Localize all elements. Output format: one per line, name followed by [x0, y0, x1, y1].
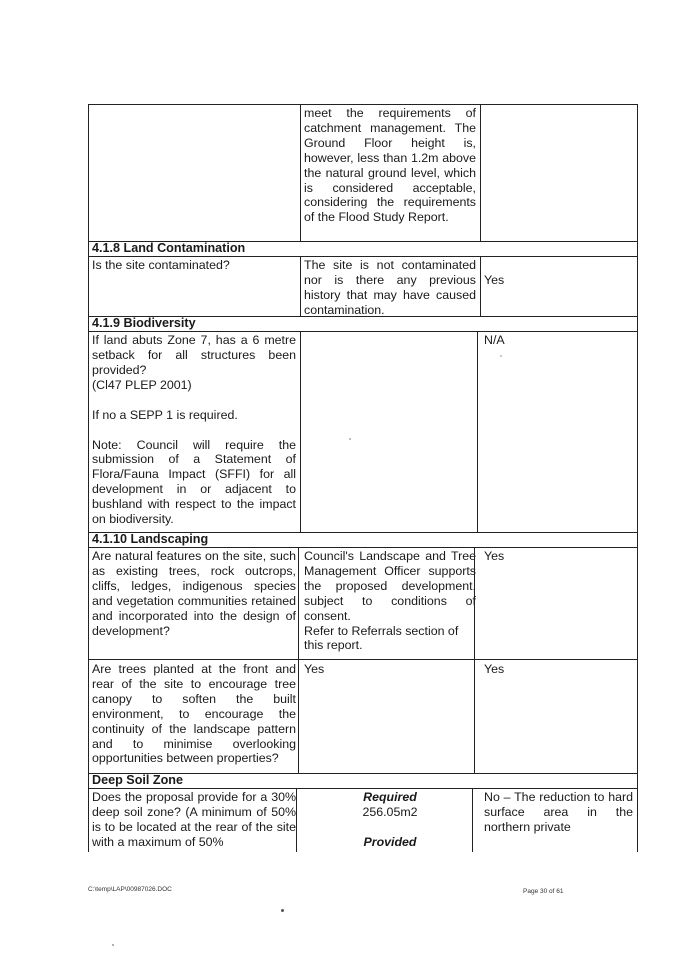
required-value: 256.05m2	[362, 804, 418, 819]
table-row-contamination	[88, 256, 637, 316]
biodiversity-sepp-note: If no a SEPP 1 is required.	[92, 407, 238, 422]
table-row-deep-soil	[88, 788, 637, 852]
rule-before-biodiversity	[88, 316, 637, 317]
required-label: Required	[363, 790, 417, 804]
section-heading-biodiversity: 4.1.9 Biodiversity	[92, 316, 196, 330]
cell-tree-planting-compliance: Yes	[484, 662, 505, 676]
footer-file-path: C:\temp\LAP\00987026.DOC	[88, 886, 172, 893]
col-divider-1-block1	[300, 104, 301, 241]
biodiversity-reference: (Cl47 PLEP 2001)	[92, 377, 192, 392]
table-left-border	[88, 104, 89, 852]
biodiversity-council-note: Note: Council will require the submission of a Statement of Flora/Fauna Impact (SFFI) for all development in or adjacent to bushland with respect to the impact on biodiversity.	[92, 437, 296, 527]
table-top-border	[88, 104, 637, 105]
rule-before-landscaping	[88, 532, 637, 533]
scan-speck	[112, 944, 114, 946]
rule-after-land-contamination-heading	[88, 256, 637, 257]
col-divider-2-block2	[480, 256, 481, 316]
col-divider-2-block3	[477, 331, 478, 532]
table-right-border	[637, 104, 638, 852]
section-heading-land-contamination: 4.1.8 Land Contamination	[92, 241, 246, 255]
cell-deep-soil-compliance: No – The reduction to hard surface area in the northern private	[484, 790, 633, 834]
referrals-note: Refer to Referrals section of this report.	[304, 623, 459, 653]
cell-deep-soil-comment	[300, 788, 480, 852]
col-divider-1-block2	[300, 256, 301, 316]
table-row-tree-planting	[88, 660, 637, 773]
rule-between-landscaping-rows	[88, 659, 637, 660]
cell-deep-soil-question: Does the proposal provide for a 30% deep soil zone? (A minimum of 50% is to be located at the rear of the site with a maximum of 50%	[92, 790, 296, 849]
cell-biodiversity-question	[88, 331, 300, 532]
footer-page-number: Page 30 of 61	[523, 888, 564, 895]
table-row-biodiversity	[88, 331, 637, 532]
section-heading-deep-soil: Deep Soil Zone	[92, 773, 183, 787]
col-divider-1-block4	[298, 547, 299, 773]
biodiversity-question-text: If land abuts Zone 7, has a 6 metre setback for all structures been provided?	[92, 333, 296, 377]
col-divider-2-block1	[480, 104, 481, 241]
rule-after-landscaping-heading	[88, 547, 637, 548]
col-divider-1-block6	[296, 788, 297, 852]
section-heading-landscaping: 4.1.10 Landscaping	[92, 532, 209, 546]
rule-after-biodiversity-heading	[88, 331, 637, 332]
rule-before-deep-soil	[88, 773, 637, 774]
cell-biodiversity-compliance: N/A	[484, 333, 505, 347]
cell-contamination-comment: The site is not contaminated nor is there any previous history that may have caused contamination.	[304, 258, 476, 317]
cell-tree-planting-question: Are trees planted at the front and rear of the site to encourage tree canopy to soften the built environment, to encourage the continuity of the landscape pattern and to minimise overlooking opportunities between properties?	[92, 662, 296, 766]
cell-tree-planting-comment: Yes	[304, 662, 325, 676]
cell-natural-features-compliance: Yes	[484, 549, 505, 563]
provided-label: Provided	[363, 834, 417, 849]
scan-speck	[349, 438, 351, 440]
cell-contamination-compliance: Yes	[484, 273, 505, 287]
table-row-natural-features	[88, 547, 637, 657]
landscape-officer-comment: Council's Landscape and Tree Management Officer supports the proposed development, subject to conditions of consent.	[304, 549, 476, 623]
cell-contamination-question: Is the site contaminated?	[92, 258, 230, 272]
scan-speck	[281, 909, 284, 912]
rule-after-deep-soil-heading	[88, 788, 637, 789]
col-divider-2-block4	[474, 547, 475, 773]
cell-natural-features-comment	[300, 547, 480, 657]
scan-speck	[500, 355, 502, 357]
table-row-flood-continuation	[88, 104, 637, 241]
cell-flood-comment: meet the requirements of catchment management. The Ground Floor height is, however, less than 1.2m above the natural ground level, which is considered acceptable, considering the requirements of the Flood Study Report.	[304, 106, 476, 225]
col-divider-1-block3	[300, 331, 301, 532]
cell-natural-features-question: Are natural features on the site, such as existing trees, rock outcrops, cliffs, ledges, indigenous species and vegetation communities retained and incorporated into the design of development?	[92, 549, 296, 638]
rule-before-land-contamination	[88, 241, 637, 242]
col-divider-2-block6	[472, 788, 473, 852]
